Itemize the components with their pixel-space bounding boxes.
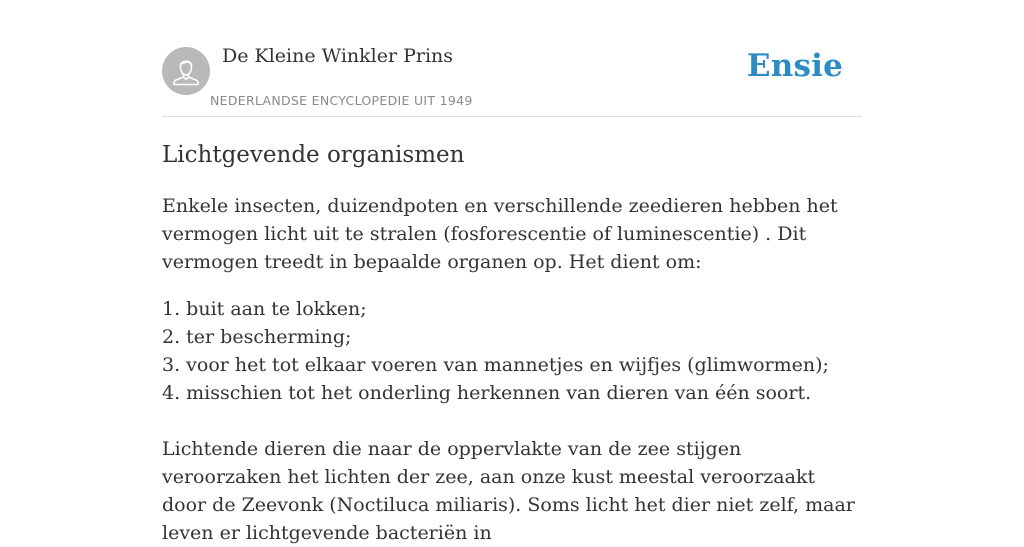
list-item: 2. ter bescherming;: [162, 326, 352, 348]
article-list: [162, 295, 862, 407]
article-intro-paragraph: Enkele insecten, duizendpoten en verschillende zeedieren hebben het vermogen licht uit te stralen (fosforescentie of luminescentie) . Dit vermogen treedt in bepaalde organen op. Het dient om:: [162, 195, 838, 273]
list-item: 4. misschien tot het onderling herkennen van dieren van één soort.: [162, 382, 812, 404]
ensie-logo[interactable]: Ensie: [746, 48, 843, 84]
list-item: 1. buit aan te lokken;: [162, 298, 367, 320]
article: [162, 139, 862, 547]
person-outline-icon: [162, 47, 210, 95]
article-paragraph: Lichtende dieren die naar de oppervlakte van de zee stijgen veroorzaken het lichten der zee, aan onze kust meestal veroorzaakt door de Zeevonk (Noctiluca miliaris). Soms licht het dier niet zelf, maar leven er lichtgevende bacteriën in: [162, 438, 855, 544]
list-item: 3. voor het tot elkaar voeren van mannetjes en wijfjes (glimwormen);: [162, 354, 829, 376]
author-name[interactable]: De Kleine Winkler Prins: [222, 45, 454, 67]
user-avatar-icon[interactable]: [162, 47, 210, 95]
site-header: [162, 0, 862, 117]
article-title: Lichtgevende organismen: [162, 142, 465, 168]
author-subtitle: NEDERLANDSE ENCYCLOPEDIE UIT 1949: [210, 93, 473, 108]
